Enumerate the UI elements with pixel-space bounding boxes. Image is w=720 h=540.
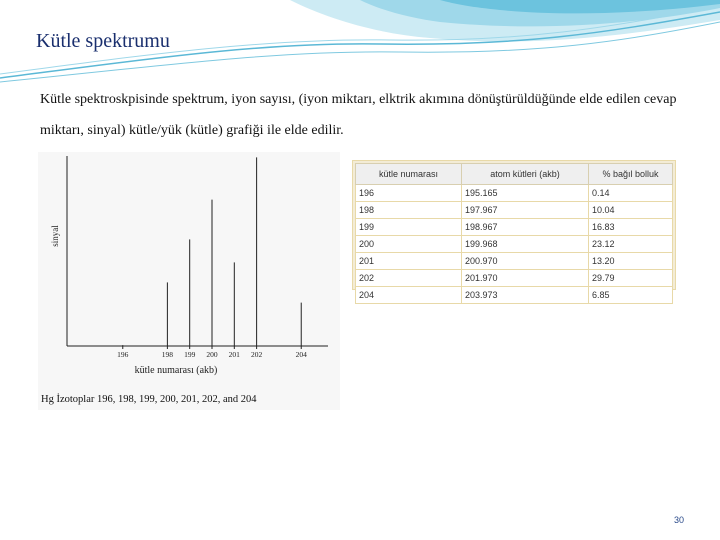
ticks-group [117, 346, 307, 359]
x-tick-label: 200 [206, 350, 218, 359]
table-cell: 204 [356, 287, 462, 304]
table-cell: 200 [356, 236, 462, 253]
x-tick-label: 204 [295, 350, 307, 359]
isotope-table [355, 163, 673, 304]
page-number: 30 [674, 515, 685, 525]
table-cell: 6.85 [589, 287, 673, 304]
table-row [356, 253, 673, 270]
table-cell: 29.79 [589, 270, 673, 287]
isotope-table-panel [352, 160, 676, 300]
table-row [356, 287, 673, 304]
table-cell: 203.973 [462, 287, 589, 304]
table-cell: 13.20 [589, 253, 673, 270]
table-row [356, 202, 673, 219]
table-cell: 0.14 [589, 185, 673, 202]
chart-caption: Hg İzotoplar 196, 198, 199, 200, 201, 202, and 204 [41, 394, 257, 405]
x-tick-label: 196 [117, 350, 129, 359]
table-cell: 198 [356, 202, 462, 219]
column-header: kütle numarası [356, 164, 462, 185]
table-cell: 200.970 [462, 253, 589, 270]
table-header-row [356, 164, 673, 185]
table-row [356, 219, 673, 236]
table-row [356, 185, 673, 202]
table-row [356, 236, 673, 253]
mass-spectrum-chart [38, 152, 340, 410]
x-tick-label: 202 [250, 350, 263, 359]
table-row [356, 270, 673, 287]
y-axis-label: sinyal [50, 225, 60, 247]
x-tick-label: 201 [228, 350, 240, 359]
bars-group [123, 157, 301, 346]
table-cell: 195.165 [462, 185, 589, 202]
table-cell: 202 [356, 270, 462, 287]
table-cell: 199.968 [462, 236, 589, 253]
column-header: % bağıl bolluk [589, 164, 673, 185]
x-tick-label: 198 [161, 350, 174, 359]
mass-spectrum-svg [38, 152, 340, 410]
table-cell: 201.970 [462, 270, 589, 287]
x-axis-label: kütle numarası (akb) [134, 365, 218, 376]
table-cell: 197.967 [462, 202, 589, 219]
table-cell: 199 [356, 219, 462, 236]
table-cell: 10.04 [589, 202, 673, 219]
x-tick-label: 199 [184, 350, 196, 359]
slide-title: Kütle spektrumu [36, 30, 170, 52]
table-cell: 198.967 [462, 219, 589, 236]
column-header: atom kütleri (akb) [462, 164, 589, 185]
table-cell: 196 [356, 185, 462, 202]
table-cell: 16.83 [589, 219, 673, 236]
slide-body-text: Kütle spektroskpisinde spektrum, iyon sayısı, (iyon miktarı, elktrik akımına dönüştürüldüğünde elde edilen cevap miktarı, sinyal) kütle/yük (kütle) grafiği ile elde edilir. [40, 92, 677, 138]
table-cell: 23.12 [589, 236, 673, 253]
table-cell: 201 [356, 253, 462, 270]
